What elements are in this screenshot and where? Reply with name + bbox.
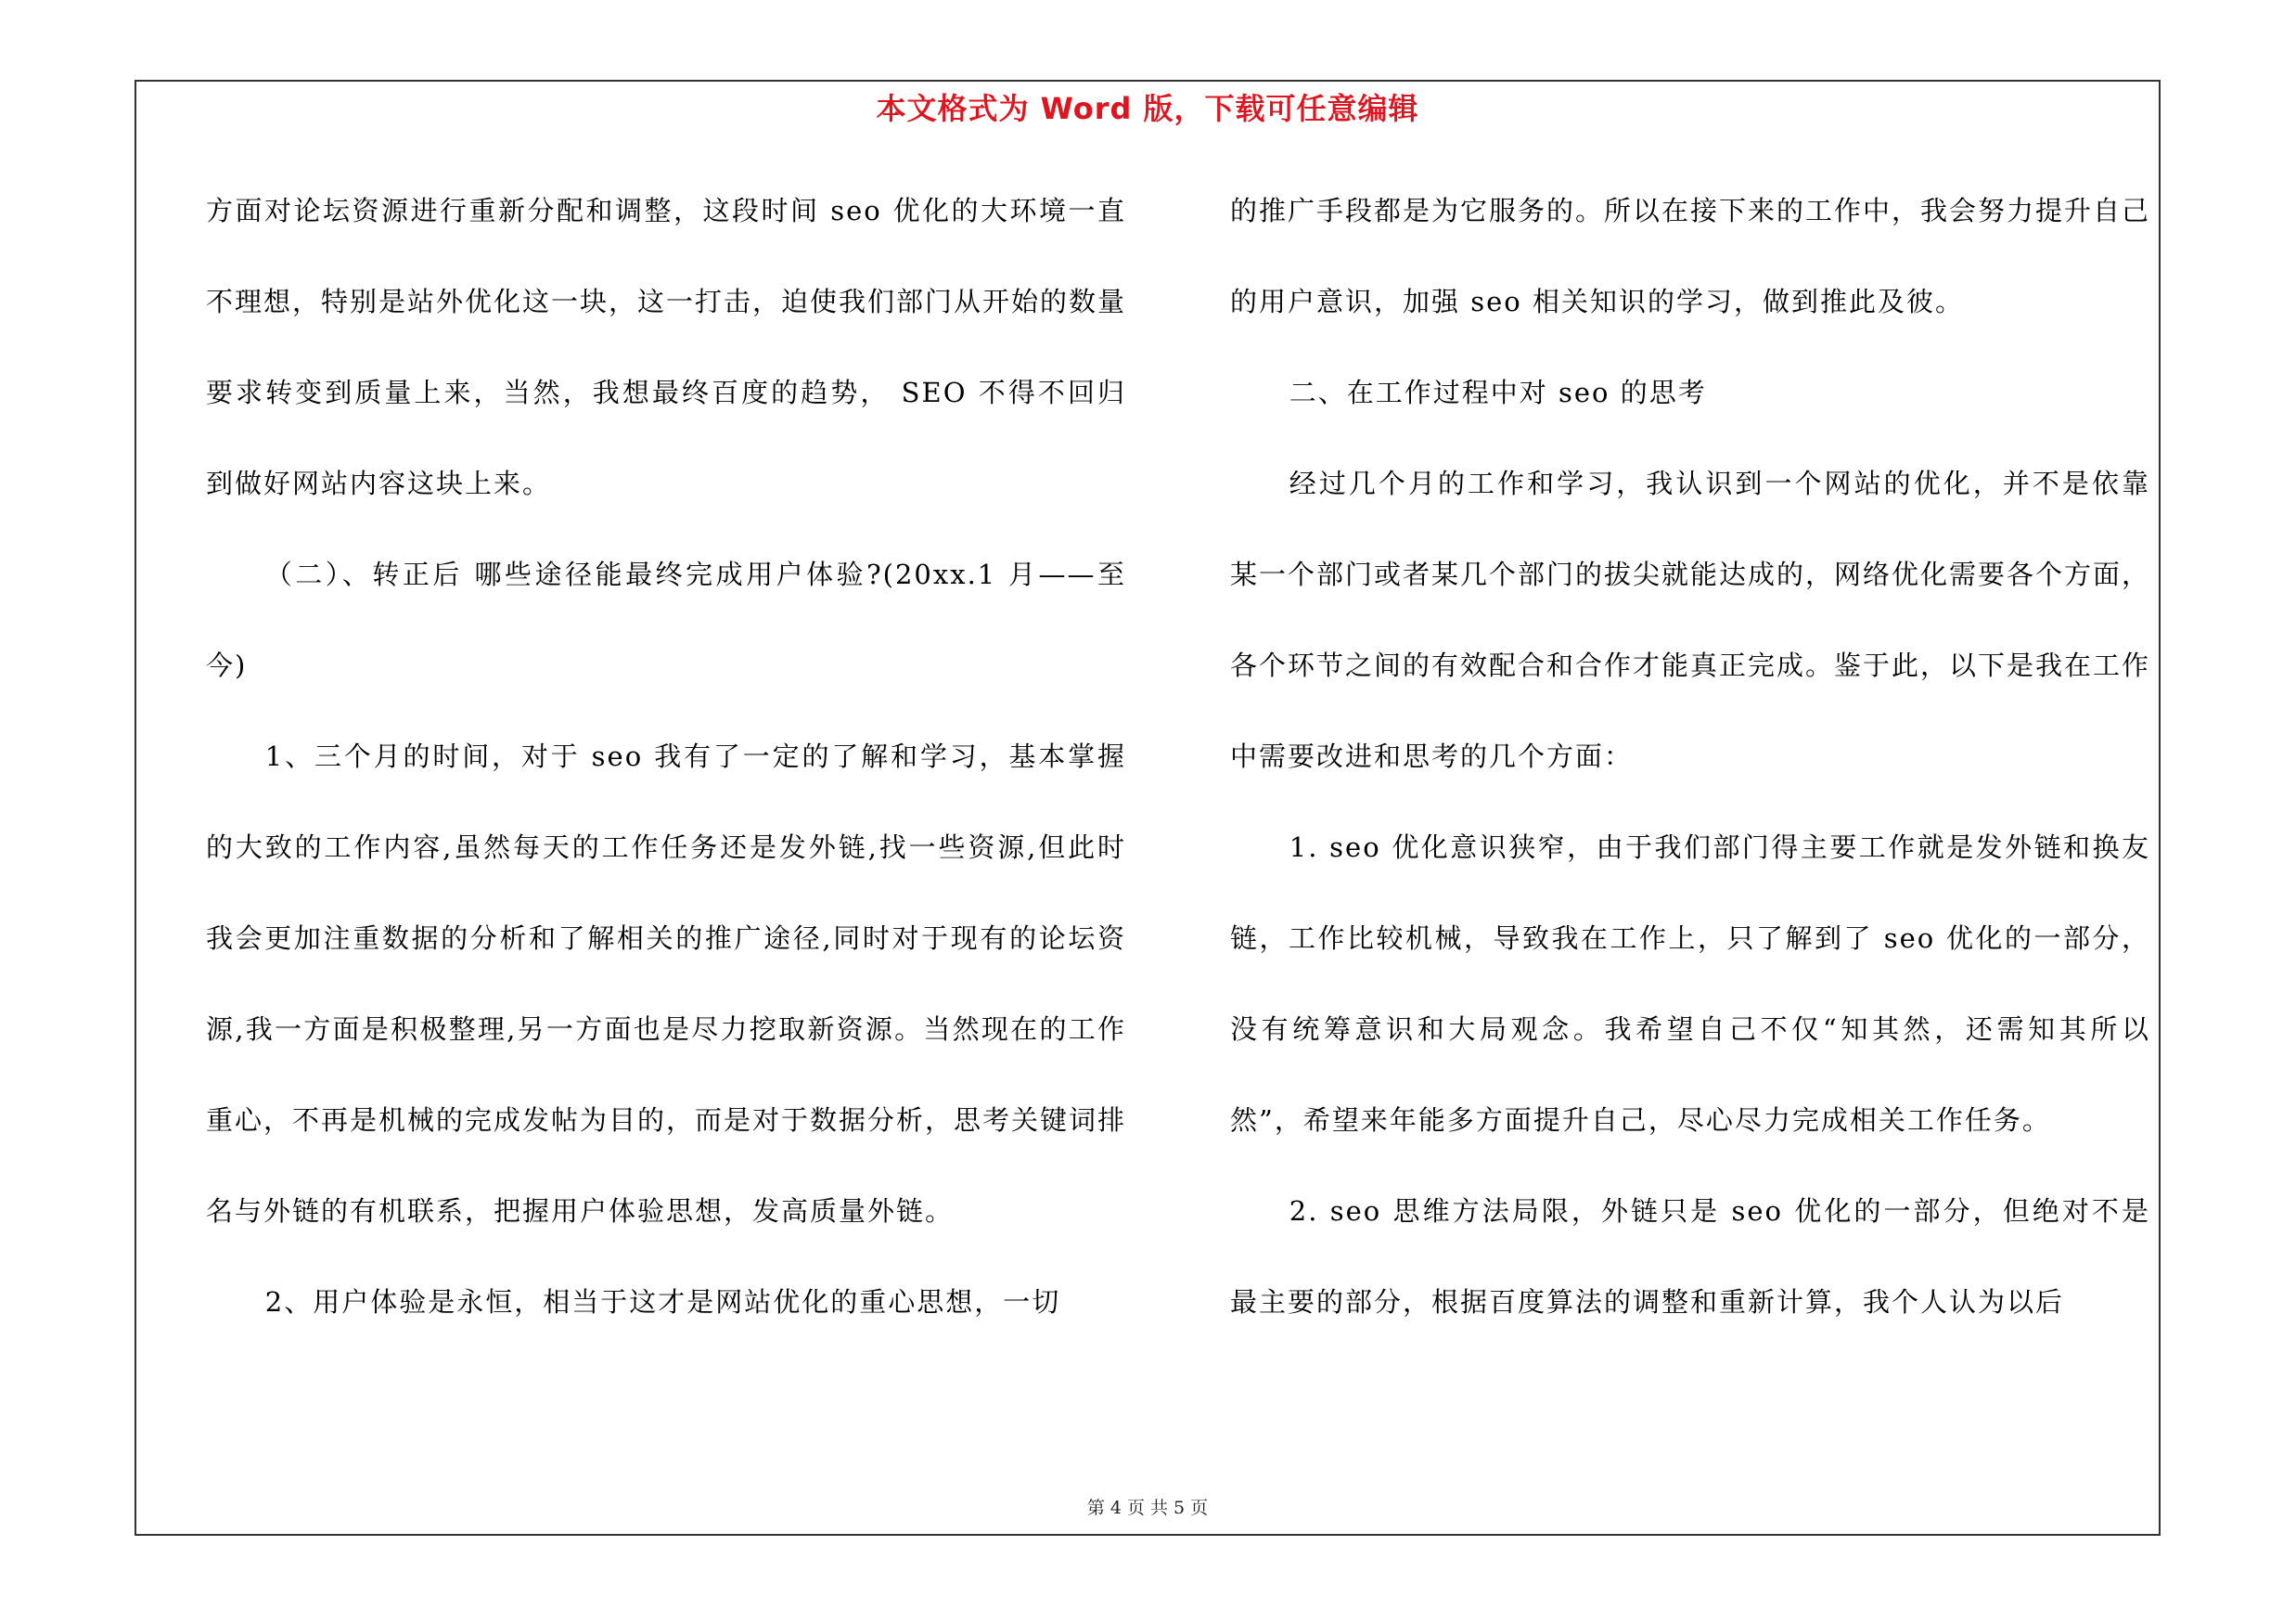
- paragraph: （二）、转正后 哪些途径能最终完成用户体验?(20xx.1 月——至今): [206, 559, 1126, 681]
- left-column: [206, 165, 1126, 1347]
- word-format-banner: 本文格式为 Word 版，下载可任意编辑: [876, 91, 1419, 126]
- paragraph: 2. seo 思维方法局限，外链只是 seo 优化的一部分，但绝对不是最主要的部分，根据百度算法的调整和重新计算，我个人认为以后: [1230, 1195, 2150, 1318]
- paragraph: 1. seo 优化意识狭窄，由于我们部门得主要工作就是发外链和换友链，工作比较机械，导致我在工作上，只了解到了 seo 优化的一部分，没有统筹意识和大局观念。我希望自己不仅“知其然，还需知其所以然”，希望来年能多方面提升自己，尽心尽力完成相关工作任务。: [1230, 831, 2150, 1136]
- page-number-footer: 第 4 页 共 5 页: [1086, 1498, 1209, 1518]
- paragraph: 经过几个月的工作和学习，我认识到一个网站的优化，并不是依靠某一个部门或者某几个部门的拔尖就能达成的，网络优化需要各个方面，各个环节之间的有效配合和合作才能真正完成。鉴于此，以下是我在工作中需要改进和思考的几个方面：: [1230, 468, 2151, 772]
- paragraph: 的推广手段都是为它服务的。所以在接下来的工作中，我会努力提升自己的用户意识，加强 seo 相关知识的学习，做到推此及彼。: [1230, 195, 2151, 317]
- section-heading: 二、在工作过程中对 seo 的思考: [1289, 377, 1707, 408]
- paragraph: 2、用户体验是永恒，相当于这才是网站优化的重心思想，一切: [264, 1286, 1061, 1318]
- paragraph: 方面对论坛资源进行重新分配和调整，这段时间 seo 优化的大环境一直不理想，特别是站外优化这一块，这一打击，迫使我们部门从开始的数量要求转变到质量上来，当然，我想最终百度的趋势， SEO 不得不回归到做好网站内容这块上来。: [206, 195, 1127, 499]
- paragraph: 1、三个月的时间，对于 seo 我有了一定的了解和学习，基本掌握的大致的工作内容,虽然每天的工作任务还是发外链,找一些资源,但此时我会更加注重数据的分析和了解相关的推广途径,同时对于现有的论坛资源,我一方面是积极整理,另一方面也是尽力挖取新资源。当然现在的工作重心，不再是机械的完成发帖为目的，而是对于数据分析，思考关键词排名与外链的有机联系，把握用户体验思想，发高质量外链。: [206, 741, 1127, 1227]
- right-column: [1230, 165, 2150, 1347]
